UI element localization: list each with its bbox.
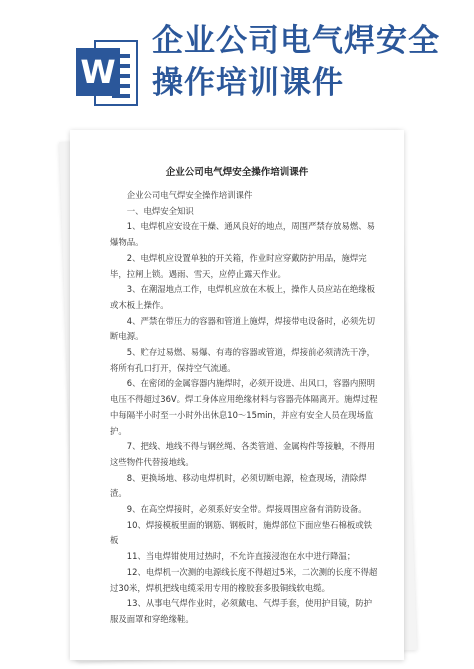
document-body bbox=[110, 188, 378, 628]
banner-title: 企业公司电气焊安全操作培训课件 bbox=[152, 23, 440, 101]
document-heading: 企业公司电气焊安全操作培训课件 bbox=[165, 167, 309, 178]
banner bbox=[0, 0, 474, 118]
document-intro: 企业公司电气焊安全操作培训课件 bbox=[126, 190, 253, 200]
paragraph-12: 12、电焊机一次测的电源线长度不得超过5米，二次测的长度不得超过30米，焊机把线电缆采用专用的橡胶套多股铜线软电缆。 bbox=[110, 566, 378, 593]
paragraph-11: 11、当电焊钳使用过热时，不允许直接浸泡在水中进行降温； bbox=[126, 551, 356, 562]
paragraph-9: 9、在高空焊接时，必须系好安全带。焊接周围应备有消防设备。 bbox=[126, 504, 367, 515]
paragraph-8: 8、更换场地、移动电焊机时，必须切断电源，检查现场，清除焊渣。 bbox=[110, 472, 367, 499]
paragraph-5: 5、贮存过易燃、易爆、有毒的容器或管道，焊接前必须清洗干净，将所有孔口打开，保持空气流通。 bbox=[110, 347, 375, 373]
word-document-icon bbox=[76, 40, 138, 106]
paragraph-6: 6、在密闭的金属容器内施焊时，必须开设进、出风口，容器内照明电压不得超过36V。焊工身体应用绝缘材料与容器壳体隔离开。施焊过程中每隔半小时至一小时外出休息10～15min，并应有安全人员在现场监护。 bbox=[110, 378, 378, 436]
paragraph-7: 7、把线、地线不得与钢丝绳、各类管道、金属构件等接触，不得用这些物件代替接地线。 bbox=[110, 441, 375, 467]
paragraph-3: 3、在潮湿地点工作，电焊机应放在木板上，操作人员应站在绝缘板或木板上操作。 bbox=[110, 284, 375, 310]
section-heading: 一、电焊安全知识 bbox=[126, 205, 194, 216]
paragraph-1: 1、电焊机应安设在干燥、通风良好的地点，周围严禁存放易燃、易爆物品。 bbox=[110, 221, 375, 248]
paragraph-13: 13、从事电气焊作业时，必须戴电、气焊手套，使用护目镜，防护服及面罩和穿绝缘鞋。 bbox=[110, 598, 372, 624]
paragraph-10: 10、焊接模板里面的钢筋、钢板时，施焊部位下面应垫石棉板或铁板 bbox=[110, 519, 372, 546]
document-page bbox=[70, 130, 404, 660]
paragraph-2: 2、电焊机应设置单独的开关箱，作业时应穿戴防护用品，施焊完毕，拉闸上锁。遇雨、雪天，应停止露天作业。 bbox=[110, 252, 367, 279]
word-letter-tile: W bbox=[76, 48, 120, 96]
paragraph-4: 4、严禁在带压力的容器和管道上施焊，焊接带电设备时，必须先切断电源。 bbox=[110, 315, 375, 342]
